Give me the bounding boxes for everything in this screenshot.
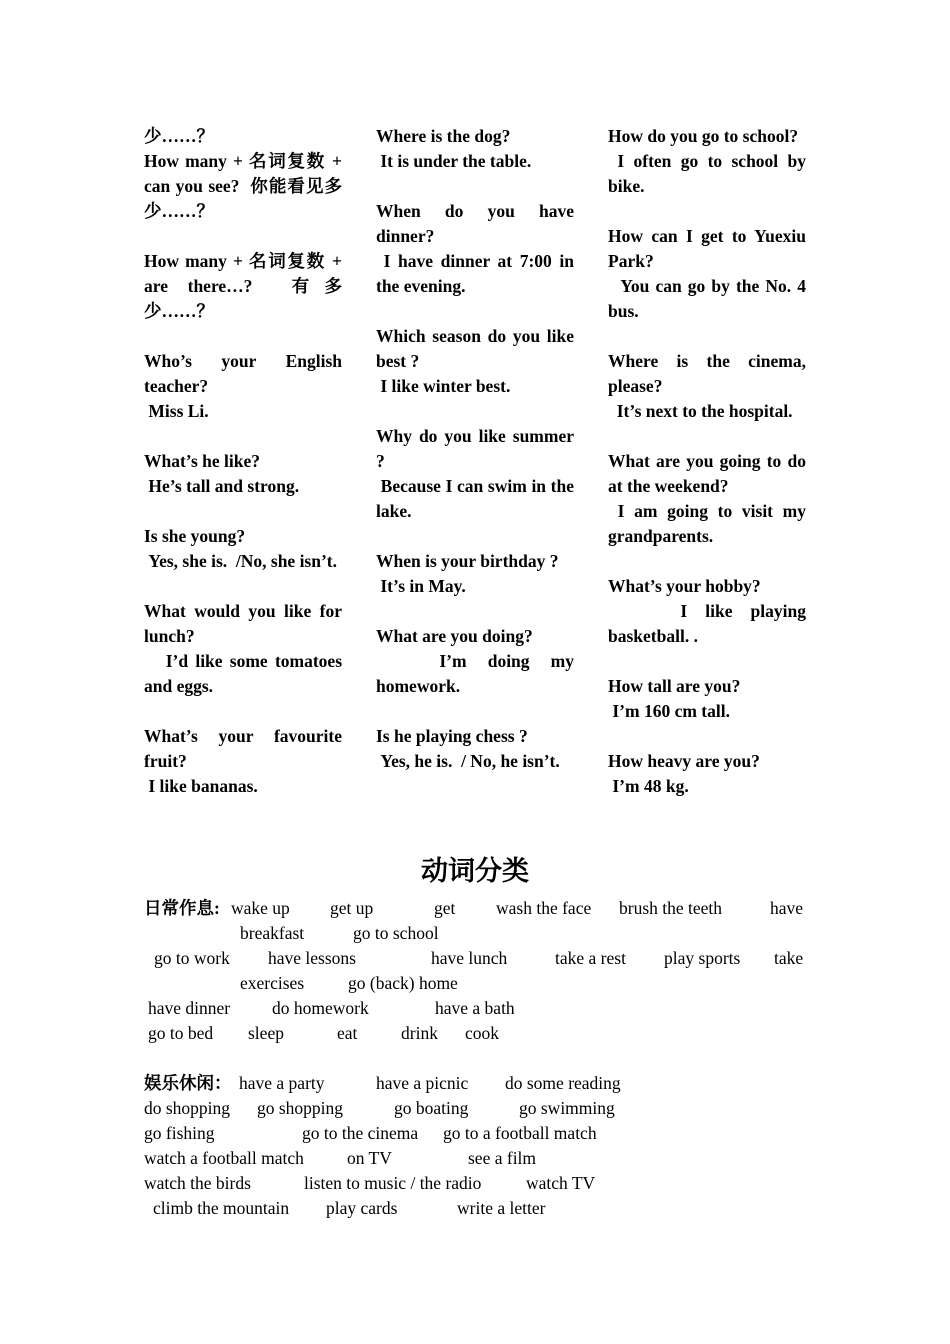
verb-row — [144, 996, 806, 1021]
qa-line: What would you like for lunch? — [144, 601, 347, 646]
verb-item: wash the face — [496, 898, 592, 918]
qa-line: How many + 名词复数 + can you see? 你能看见多少……？ — [144, 151, 347, 221]
verb-item: get — [434, 898, 456, 918]
verb-item: write a letter — [457, 1198, 546, 1218]
verb-row — [144, 921, 806, 946]
verb-row — [144, 1146, 806, 1171]
qa-line: I like bananas. — [144, 776, 258, 796]
blank-line — [608, 324, 806, 349]
verb-item: do homework — [272, 998, 369, 1018]
verb-item: go fishing — [144, 1123, 215, 1143]
qa-line: It’s in May. — [376, 576, 466, 596]
verb-item: have — [770, 898, 804, 918]
verb-item: sleep — [248, 1023, 284, 1043]
qa-line: What’s he like? — [144, 451, 261, 471]
leisure-heading: 娱乐休闲： — [144, 1073, 232, 1093]
qa-line: When do you have dinner? — [376, 201, 579, 246]
verb-item: have a party — [239, 1073, 325, 1093]
verb-item: go shopping — [257, 1098, 344, 1118]
blank-line — [376, 299, 574, 324]
qa-line: Where is the dog? — [376, 126, 511, 146]
verb-item: take — [774, 948, 804, 968]
blank-line — [608, 549, 806, 574]
qa-line: I’d like some tomatoes and eggs. — [144, 651, 347, 696]
qa-line: When is your birthday ? — [376, 551, 559, 571]
verb-item: on TV — [347, 1148, 392, 1168]
verb-row — [144, 1121, 806, 1146]
verb-item: have dinner — [148, 998, 231, 1018]
qa-line: Why do you like summer ? — [376, 426, 579, 471]
verb-item: have a bath — [435, 998, 515, 1018]
section-title: 动词分类 — [421, 856, 529, 886]
qa-column-2 — [376, 124, 579, 774]
qa-line: It’s next to the hospital. — [608, 401, 793, 421]
verb-item: climb the mountain — [153, 1198, 290, 1218]
verb-item: go swimming — [519, 1098, 615, 1118]
verb-row — [144, 1021, 806, 1046]
qa-line: Yes, she is. /No, she isn’t. — [144, 551, 338, 571]
qa-line: Is she young? — [144, 526, 246, 546]
verb-item: have a picnic — [376, 1073, 469, 1093]
qa-column-1 — [144, 124, 347, 799]
verb-row — [144, 1071, 806, 1096]
blank-line — [144, 424, 342, 449]
verb-row — [144, 1171, 806, 1196]
verb-item: watch TV — [526, 1173, 596, 1193]
verb-item: play sports — [664, 948, 741, 968]
blank-line — [144, 574, 342, 599]
qa-line: How can I get to Yuexiu Park? — [608, 226, 811, 271]
verb-item: breakfast — [240, 923, 305, 943]
verb-item: go boating — [394, 1098, 469, 1118]
verb-item: take a rest — [555, 948, 626, 968]
qa-line: You can go by the No. 4 bus. — [608, 276, 811, 321]
qa-line: Which season do you like best ? — [376, 326, 579, 371]
verb-item: play cards — [326, 1198, 398, 1218]
verb-item: go (back) home — [348, 973, 458, 993]
verb-item: listen to music / the radio — [304, 1173, 482, 1193]
blank-line — [376, 174, 574, 199]
verb-item: eat — [337, 1023, 358, 1043]
blank-line — [608, 199, 806, 224]
verb-item: watch a football match — [144, 1148, 304, 1168]
qa-line: 少……？ — [144, 126, 214, 146]
qa-line: I’m doing my homework. — [376, 651, 579, 696]
blank-line — [376, 399, 574, 424]
blank-line — [376, 699, 574, 724]
daily-heading: 日常作息: — [144, 898, 220, 918]
verb-item: have lessons — [268, 948, 356, 968]
qa-line: I’m 160 cm tall. — [608, 701, 730, 721]
blank-line — [608, 724, 806, 749]
qa-line: How many + 名词复数 + are there…? 有多少……？ — [144, 251, 347, 321]
verb-row — [144, 1196, 806, 1221]
qa-line: Because I can swim in the lake. — [376, 476, 579, 521]
verb-row — [144, 1096, 806, 1121]
qa-line: How heavy are you? — [608, 751, 760, 771]
qa-line: I have dinner at 7:00 in the evening. — [376, 251, 579, 296]
blank-line — [144, 324, 342, 349]
verb-item: do shopping — [144, 1098, 231, 1118]
qa-line: Who’s your English teacher? — [144, 351, 347, 396]
blank-line — [608, 649, 806, 674]
blank-line — [144, 699, 342, 724]
verb-item: watch the birds — [144, 1173, 251, 1193]
blank-line — [144, 224, 342, 249]
qa-line: I’m 48 kg. — [608, 776, 689, 796]
verb-item: brush the teeth — [619, 898, 723, 918]
verb-item: cook — [465, 1023, 500, 1043]
qa-line: What are you going to do at the weekend? — [608, 451, 811, 496]
qa-line: What’s your hobby? — [608, 576, 761, 596]
verb-item: go to a football match — [443, 1123, 597, 1143]
verb-item: exercises — [240, 973, 305, 993]
blank-line — [376, 599, 574, 624]
verb-item: get up — [330, 898, 374, 918]
verb-item: go to bed — [148, 1023, 214, 1043]
qa-line: How do you go to school? — [608, 126, 799, 146]
qa-line: I often go to school by bike. — [608, 151, 811, 196]
qa-column-3 — [608, 124, 811, 799]
qa-line: I like playing basketball. . — [608, 601, 811, 646]
verb-row — [144, 971, 806, 996]
qa-line: Yes, he is. / No, he isn’t. — [376, 751, 560, 771]
verb-item: see a film — [468, 1148, 537, 1168]
blank-line — [144, 499, 342, 524]
verb-item: wake up — [231, 898, 290, 918]
qa-line: It is under the table. — [376, 151, 532, 171]
verb-row — [144, 946, 806, 971]
qa-line: He’s tall and strong. — [144, 476, 300, 496]
verb-item: do some reading — [505, 1073, 621, 1093]
verb-item: go to school — [353, 923, 439, 943]
qa-line: I am going to visit my grandparents. — [608, 501, 811, 546]
blank-line — [376, 524, 574, 549]
verb-item: go to work — [154, 948, 230, 968]
qa-line: What are you doing? — [376, 626, 533, 646]
verb-item: have lunch — [431, 948, 508, 968]
verb-item: go to the cinema — [302, 1123, 419, 1143]
verb-item: drink — [401, 1023, 438, 1043]
qa-line: Miss Li. — [144, 401, 209, 421]
qa-line: I like winter best. — [376, 376, 511, 396]
qa-line: Is he playing chess ? — [376, 726, 528, 746]
verb-classification — [144, 896, 806, 1221]
qa-line: How tall are you? — [608, 676, 741, 696]
qa-line: Where is the cinema, please? — [608, 351, 811, 396]
blank-line — [608, 424, 806, 449]
verb-row — [144, 896, 806, 921]
qa-line: What’s your favourite fruit? — [144, 726, 347, 771]
